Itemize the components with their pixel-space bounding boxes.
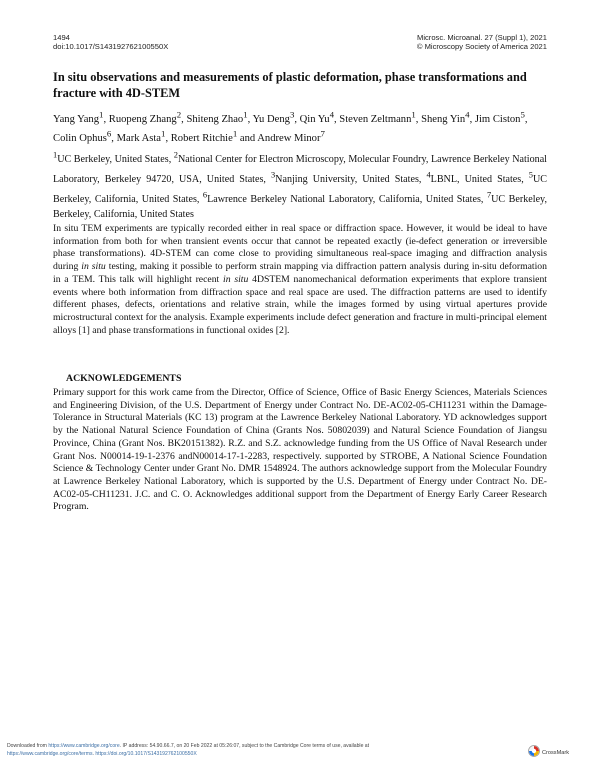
doi-link[interactable]: https://doi.org/10.1017/S143192762100550X xyxy=(95,750,197,757)
page-number: 1494 xyxy=(53,33,70,42)
author-list xyxy=(53,107,547,146)
in-situ-term: in situ xyxy=(81,261,106,273)
affiliation: $^3$Nanjing University, United States, xyxy=(270,170,427,186)
crossmark-label: CrossMark xyxy=(542,750,570,756)
in-situ-term: in situ xyxy=(223,273,249,285)
affiliation: $^5$UC Berkeley, California, United States, xyxy=(53,170,547,205)
crossmark-icon xyxy=(528,744,540,762)
affiliation: $^6$Lawrence Berkeley National Laboratory, California, United States, xyxy=(202,190,487,205)
paper-title: In situ observations and measurements of plastic deformation, phase transformations and fracture with 4D-STEM xyxy=(53,70,527,100)
download-footer: Downloaded from https://www.cambridge.org/core. IP address: 54.90.66.7, on 20 Feb 2022 at 05:26:07, subject to the Cambridge Core terms of use, available at https://www.cambridge.org/core/terms. https://doi.org/10.1017/S143192762100550X xyxy=(7,743,370,757)
acknowledgements-heading: ACKNOWLEDGEMENTS xyxy=(66,373,182,384)
author: Andrew Minor$^7$ xyxy=(257,128,325,145)
author: Mark Asta$^1$, xyxy=(116,128,171,145)
author: Robert Ritchie$^1$ and xyxy=(170,128,258,145)
terms-link[interactable]: https://www.cambridge.org/core/terms xyxy=(7,750,93,757)
running-header-left xyxy=(53,33,168,51)
author: Sheng Yin$^4$, xyxy=(421,109,475,125)
abstract-paragraph: In situ TEM experiments are typically recorded either in real space or diffraction space. However, it would be ideal to have information from both for when transient events occur that cannot be repeated exactly (ie-defect generation or irreversible phase transformations). 4D-STEM can come close to providing simultaneous real-space imaging and diffraction analysis during in situ testing, making it possible to perform strain mapping via diffraction pattern analysis during in-situ deformation in a TEM. This talk will highlight recent in situ 4DSTEM nanomechanical deformation experiments that explore transient events where both information from diffraction space and real space are used. The diffraction patterns are used to identify different phases, defects, orientations and relative strain, while the images formed by using virtual apertures provide microstructural context for the analysis. Example experiments include defect generation and fracture in multi-principal element alloys [1] and phase transformations in functional oxides [2]. xyxy=(53,223,547,336)
author: Steven Zeltmann$^1$, xyxy=(339,109,422,125)
affiliation: $^1$UC Berkeley, United States, xyxy=(53,151,174,166)
affiliation: $^4$LBNL, United States, xyxy=(426,170,529,186)
author: Qin Yu$^4$, xyxy=(299,109,340,125)
running-header-right xyxy=(417,33,547,51)
author: Ruopeng Zhang$^2$, xyxy=(108,109,187,125)
copyright-notice: © Microscopy Society of America 2021 xyxy=(416,42,547,51)
acknowledgements-paragraph: Primary support for this work came from the Director, Office of Science, Office of Basic Energy Sciences, Materials Sciences and Engineering Division, of the U.S. Department of Energy under Contract No. DE-AC02-05-CH11231 within the Damage-Tolerance in Structural Materials (KC 13) program at the Lawrence Berkeley National Laboratory. YD acknowledges support by the National Natural Science Foundation of China (Grants Nos. 50802039) and Natural Science Foundation of Jiangsu Province, China (Grant Nos. BK20151382). R.Z. and S.Z. acknowledge funding from the US Office of Naval Research under Grant Nos. N00014-19-1-2376 andN00014-17-1-2283, respectively. supported by STROBE, A National Science Foundation Science & Technology Center under Grant No. DMR 1548924. The authors acknowledge support from the Molecular Foundry at Lawrence Berkeley National Laboratory, which is supported by the U.S. Department of Energy under Contract No. DE-AC02-05-CH11231. J.C. and C. O. Acknowledges additional support from the Department of Energy Early Career Research Program. xyxy=(53,387,547,513)
affiliation: $^2$National Center for Electron Microscopy, Molecular Foundry, Lawrence Berkeley National Laboratory, Berkeley 94720, USA, United States, xyxy=(53,151,547,186)
crossmark-badge[interactable] xyxy=(528,746,590,760)
doi: doi:10.1017/S143192762100550X xyxy=(53,42,169,51)
journal-citation: Microsc. Microanal. 27 (Suppl 1), 2021 xyxy=(417,33,547,42)
affiliation: $^7$UC Berkeley, Berkeley, California, United States xyxy=(53,190,547,220)
core-link[interactable]: https://www.cambridge.org/core xyxy=(48,743,120,749)
author: Shiteng Zhao$^1$, xyxy=(186,109,253,125)
author: Colin Ophus$^6$, xyxy=(53,128,117,145)
affiliations xyxy=(53,148,547,222)
author: Yang Yang$^1$, xyxy=(53,109,109,125)
author: Yu Deng$^3$, xyxy=(252,109,300,125)
author: Jim Ciston$^5$, xyxy=(474,109,528,125)
